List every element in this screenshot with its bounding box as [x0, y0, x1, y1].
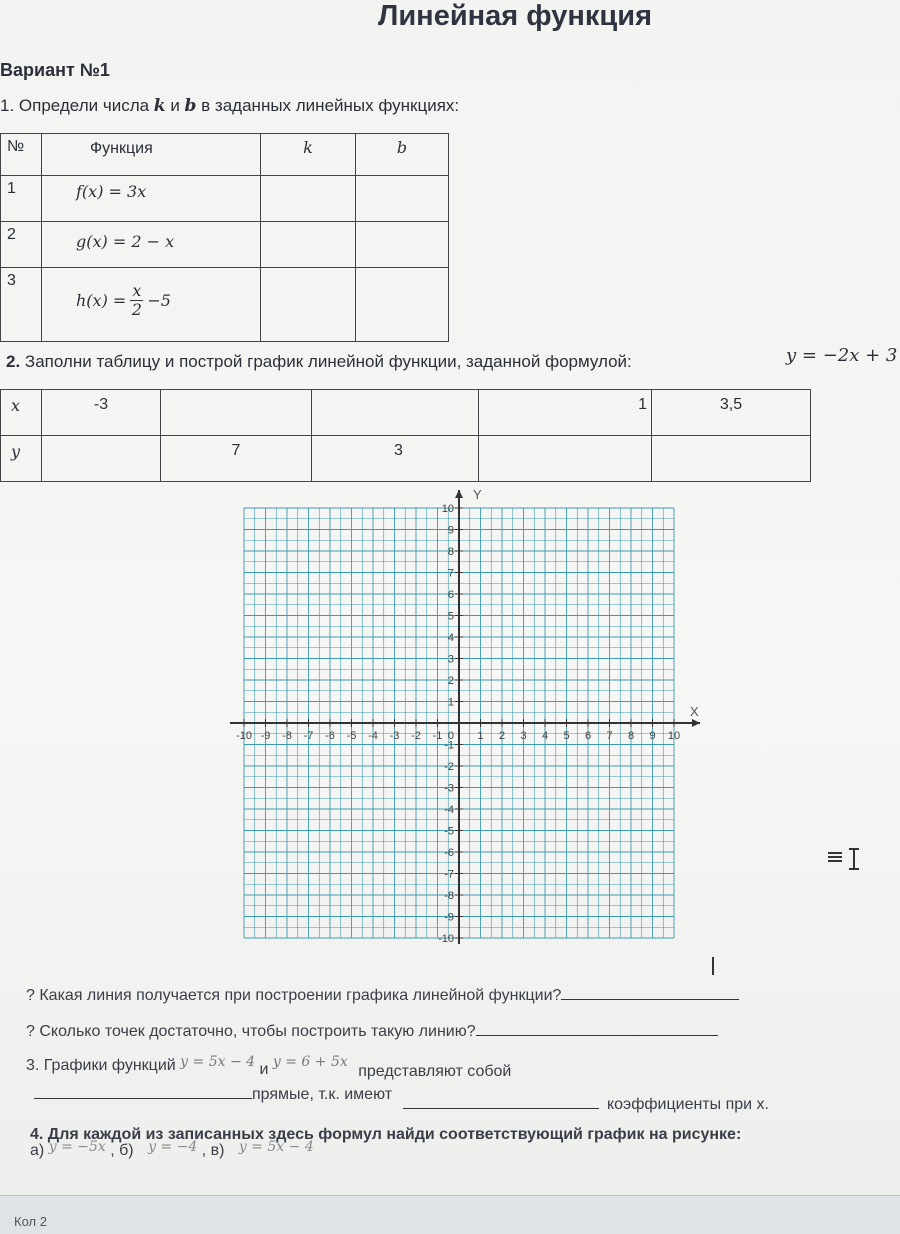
- y-tick-label: -4: [444, 804, 454, 816]
- origin-label: 0: [447, 730, 454, 742]
- x-tick-label: -1: [432, 730, 443, 742]
- table-header: b: [356, 134, 449, 176]
- x-tick-label: -5: [346, 730, 357, 742]
- x-tick-label: 9: [649, 730, 656, 742]
- question-4: 4. Для каждой из записанных здесь формул найди соответствующий график на рисунке:: [30, 1126, 742, 1143]
- x-cell[interactable]: 1: [479, 390, 652, 436]
- status-text: Кол 2: [14, 1214, 47, 1229]
- question-points-count: ? Сколько точек достаточно, чтобы построить такую линию?: [26, 1021, 718, 1041]
- y-tick-label: 2: [447, 675, 454, 687]
- x-cell[interactable]: -3: [42, 390, 161, 436]
- x-tick-label: -8: [282, 730, 292, 742]
- y-axis-label: Y: [473, 487, 482, 502]
- y-tick-label: -8: [444, 890, 454, 902]
- y-tick-label: 7: [447, 567, 454, 580]
- x-tick-label: 10: [667, 730, 681, 742]
- x-tick-label: 7: [606, 730, 613, 742]
- table-header: k: [261, 134, 356, 176]
- y-tick-label: -6: [444, 847, 454, 859]
- k-cell[interactable]: [261, 268, 356, 342]
- x-tick-label: -10: [236, 730, 252, 742]
- table-row: 2 g(x) = 2 − x: [1, 222, 449, 268]
- x-tick-label: 3: [520, 730, 527, 742]
- y-row-label: y: [1, 436, 42, 482]
- y-cell[interactable]: 7: [161, 436, 312, 482]
- x-row-label: x: [1, 390, 42, 436]
- question-1-text: 1. Определи числа k и b в заданных линейных функциях:: [0, 96, 460, 116]
- x-axis-label: X: [690, 704, 699, 719]
- k-cell[interactable]: [261, 222, 356, 268]
- status-bar: [0, 1195, 900, 1234]
- y-tick-label: -7: [444, 868, 454, 881]
- y-tick-label: 9: [447, 524, 454, 537]
- question-3-continued: прямые, т.к. имеют коэффициенты при x.: [34, 1086, 769, 1104]
- y-tick-label: 5: [447, 610, 454, 623]
- y-cell[interactable]: [479, 436, 652, 482]
- x-tick-label: -4: [368, 730, 378, 742]
- x-axis-arrow: [692, 719, 700, 727]
- x-tick-label: -6: [325, 730, 335, 742]
- y-tick-label: -10: [438, 933, 454, 945]
- x-cell[interactable]: 3,5: [652, 390, 811, 436]
- x-tick-label: 1: [477, 730, 484, 742]
- x-tick-label: -7: [303, 730, 314, 742]
- y-cell[interactable]: [652, 436, 811, 482]
- x-tick-label: -9: [260, 730, 271, 742]
- coordinate-grid[interactable]: [230, 486, 710, 946]
- x-tick-label: 6: [584, 730, 592, 742]
- value-table: [0, 389, 811, 482]
- k-cell[interactable]: [261, 176, 356, 222]
- x-tick-label: 8: [627, 730, 635, 742]
- x-tick-label: 5: [563, 730, 570, 742]
- variant-label: Вариант №1: [0, 60, 110, 80]
- text-cursor-icon: [828, 846, 864, 878]
- x-tick-label: 4: [541, 730, 549, 742]
- table-row: 3 h(x) = $\frac{x}{2}$ −5: [1, 268, 449, 342]
- table-row: 1 f(x) = 3x: [1, 176, 449, 222]
- y-tick-label: 6: [447, 589, 454, 601]
- y-axis-arrow: [455, 490, 463, 498]
- question-2-text: 2. Заполни таблицу и построй график линейной функции, заданной формулой:: [6, 352, 632, 371]
- x-tick-label: -2: [411, 730, 421, 742]
- y-tick-label: -1: [444, 739, 454, 752]
- x-tick-label: -3: [389, 730, 400, 742]
- table-header: Функция: [42, 134, 261, 176]
- y-cell[interactable]: 3: [312, 436, 479, 482]
- question-4-formulas: а) y = −5x , б) y = −4 , в) y = 5x − 4: [30, 1139, 314, 1159]
- caret-mark: [712, 957, 714, 975]
- y-tick-label: 8: [447, 546, 454, 558]
- x-tick-label: 2: [498, 730, 506, 742]
- y-tick-label: -9: [444, 911, 454, 924]
- document-title: Линейная функция: [378, 0, 652, 32]
- y-tick-label: 1: [447, 696, 454, 709]
- question-3: 3. Графики функций y = 5x − 4 и y = 6 + 5x представляют собой: [26, 1054, 512, 1080]
- y-tick-label: -3: [444, 782, 454, 795]
- y-tick-label: 4: [447, 632, 454, 644]
- y-tick-label: 3: [447, 653, 454, 666]
- b-cell[interactable]: [356, 176, 449, 222]
- b-cell[interactable]: [356, 268, 449, 342]
- question-2-formula: y = −2x + 3: [786, 345, 898, 366]
- y-tick-label: -2: [444, 761, 454, 773]
- x-cell[interactable]: [312, 390, 479, 436]
- question-line-type: ? Какая линия получается при построении графика линейной функции?: [26, 987, 739, 1005]
- y-cell[interactable]: [42, 436, 161, 482]
- y-tick-label: -5: [444, 825, 454, 838]
- x-cell[interactable]: [161, 390, 312, 436]
- coefficients-table: [0, 133, 449, 342]
- b-cell[interactable]: [356, 222, 449, 268]
- y-tick-label: 10: [441, 503, 454, 515]
- table-header: №: [1, 134, 42, 176]
